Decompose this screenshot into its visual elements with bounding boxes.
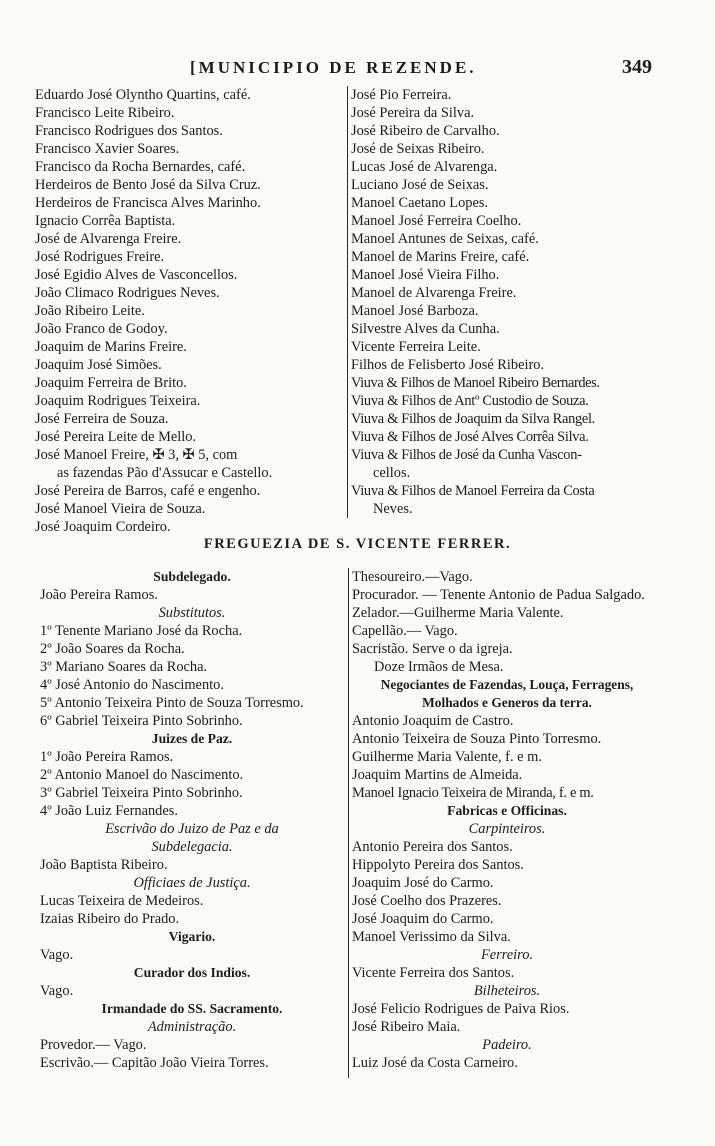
list-item: João Franco de Godoy. xyxy=(35,321,168,337)
list-item: João Ribeiro Leite. xyxy=(35,303,145,319)
page-number: 349 xyxy=(622,56,652,78)
curador-value: Vago. xyxy=(40,983,74,999)
list-item: José Pereira da Silva. xyxy=(351,105,475,121)
list-item: Francisco Rodrigues dos Santos. xyxy=(35,123,223,139)
list-item: Vicente Ferreira Leite. xyxy=(351,339,481,355)
list-item: Viuva & Filhos de Manoel Ribeiro Bernardes. xyxy=(351,375,600,391)
list-item: Manoel Ignacio Teixeira de Miranda, f. e m. xyxy=(352,785,594,801)
list-item: José Pereira Leite de Mello. xyxy=(35,429,197,445)
list-item: João Climaco Rodrigues Neves. xyxy=(35,285,220,301)
list-item: Filhos de Felisberto José Ribeiro. xyxy=(351,357,545,373)
list-item: José de Seixas Ribeiro. xyxy=(351,141,485,157)
negociantes-heading: Negociantes de Fazendas, Louça, Ferragens, Molhados e Generos da terra. xyxy=(380,677,634,710)
list-item: José Joaquim Cordeiro. xyxy=(35,519,171,535)
list-item: Viuva & Filhos de José Alves Corrêa Silva. xyxy=(351,429,589,445)
escrivao-name: João Baptista Ribeiro. xyxy=(40,857,168,873)
list-item: Viuva & Filhos de Manoel Ferreira da Costa xyxy=(351,483,595,499)
list-item: Herdeiros de Bento José da Silva Cruz. xyxy=(35,177,261,193)
column-divider-top xyxy=(347,86,348,518)
list-item: Zelador.—Guilherme Maria Valente. xyxy=(352,605,564,621)
list-item: Joaquim de Marins Freire. xyxy=(35,339,187,355)
list-item: Manoel Caetano Lopes. xyxy=(351,195,489,211)
list-item: 2º João Soares da Rocha. xyxy=(40,641,185,657)
list-item: Ignacio Corrêa Baptista. xyxy=(35,213,176,229)
list-item: Vicente Ferreira dos Santos. xyxy=(352,965,515,981)
list-item: Thesoureiro.—Vago. xyxy=(352,569,473,585)
list-item: José Rodrigues Freire. xyxy=(35,249,165,265)
list-item: José Felicio Rodrigues de Paiva Rios. xyxy=(352,1001,570,1017)
list-item: José Ferreira de Souza. xyxy=(35,411,169,427)
list-item: Izaias Ribeiro do Prado. xyxy=(40,911,180,927)
list-item: Joaquim José do Carmo. xyxy=(352,875,494,891)
list-item: José Pereira de Barros, café e engenho. xyxy=(35,483,261,499)
list-item: 2º Antonio Manoel do Nascimento. xyxy=(40,767,244,783)
list-item: Francisco da Rocha Bernardes, café. xyxy=(35,159,246,175)
list-item: 4º João Luiz Fernandes. xyxy=(40,803,178,819)
list-item: 1º João Pereira Ramos. xyxy=(40,749,174,765)
list-item: José Egidio Alves de Vasconcellos. xyxy=(35,267,238,283)
padeiro-heading: Padeiro. xyxy=(482,1037,532,1053)
list-item: Manoel José Ferreira Coelho. xyxy=(351,213,522,229)
list-item: Manoel Verissimo da Silva. xyxy=(352,929,511,945)
list-item-continuation: as fazendas Pão d'Assucar e Castello. xyxy=(57,465,273,481)
list-item: Antonio Joaquim de Castro. xyxy=(352,713,514,729)
list-item: Herdeiros de Francisca Alves Marinho. xyxy=(35,195,261,211)
fabricas-heading: Fabricas e Officinas. xyxy=(447,803,567,818)
list-item: Joaquim Rodrigues Teixeira. xyxy=(35,393,201,409)
list-item: Guilherme Maria Valente, f. e m. xyxy=(352,749,542,765)
list-item: Sacristão. Serve o da igreja. xyxy=(352,641,513,657)
vigario-heading: Vigario. xyxy=(168,929,216,944)
list-item: Manoel José Vieira Filho. xyxy=(351,267,500,283)
list-item-continuation: Neves. xyxy=(373,501,413,517)
list-item: Luciano José de Seixas. xyxy=(351,177,489,193)
list-item: Provedor.— Vago. xyxy=(40,1037,147,1053)
list-item: Lucas José de Alvarenga. xyxy=(351,159,498,175)
curador-heading: Curador dos Indios. xyxy=(133,965,251,980)
list-item: José Manoel Freire, ✠ 3, ✠ 5, com xyxy=(35,447,238,463)
list-item: José Joaquim do Carmo. xyxy=(352,911,494,927)
list-item: Silvestre Alves da Cunha. xyxy=(351,321,500,337)
list-item: José Ribeiro de Carvalho. xyxy=(351,123,500,139)
list-item: José Manoel Vieira de Souza. xyxy=(35,501,206,517)
ferreiro-heading: Ferreiro. xyxy=(480,947,534,963)
escrivao-heading: Escrivão do Juizo de Paz e da Subdelegacia. xyxy=(105,821,279,855)
list-item: Doze Irmãos de Mesa. xyxy=(374,659,504,675)
administracao-heading: Administração. xyxy=(147,1019,237,1035)
bottom-right-column xyxy=(352,568,662,1072)
juizes-heading: Juizes de Paz. xyxy=(151,731,233,746)
list-item: José Coelho dos Prazeres. xyxy=(352,893,502,909)
subdelegado-name: João Pereira Ramos. xyxy=(40,587,158,603)
list-item: Procurador. — Tenente Antonio de Padua Salgado. xyxy=(352,587,645,603)
list-item: 4º José Antonio do Nascimento. xyxy=(40,677,224,693)
section-title: FREGUEZIA DE S. VICENTE FERRER. xyxy=(203,536,512,552)
officiaes-heading: Officiaes de Justiça. xyxy=(133,875,251,891)
top-left-column xyxy=(35,86,345,536)
list-item: Joaquim Ferreira de Brito. xyxy=(35,375,187,391)
substitutos-heading: Substitutos. xyxy=(158,605,226,621)
list-item: Capellão.— Vago. xyxy=(352,623,458,639)
list-item: Manoel de Alvarenga Freire. xyxy=(351,285,517,301)
list-item-continuation: cellos. xyxy=(373,465,411,481)
running-header: [MUNICIPIO DE REZENDE. xyxy=(190,58,477,77)
bottom-left-column xyxy=(40,568,344,1072)
vigario-value: Vago. xyxy=(40,947,74,963)
carpinteiros-heading: Carpinteiros. xyxy=(468,821,546,837)
list-item: Joaquim José Simões. xyxy=(35,357,162,373)
list-item: José Ribeiro Maia. xyxy=(352,1019,461,1035)
column-divider-bottom xyxy=(348,568,349,1078)
list-item: Antonio Pereira dos Santos. xyxy=(352,839,513,855)
bilheteiros-heading: Bilheteiros. xyxy=(473,983,541,999)
list-item: 3º Mariano Soares da Rocha. xyxy=(40,659,208,675)
list-item: Viuva & Filhos de Joaquim da Silva Rangel. xyxy=(351,411,595,427)
list-item: Hippolyto Pereira dos Santos. xyxy=(352,857,524,873)
list-item: Francisco Leite Ribeiro. xyxy=(35,105,175,121)
list-item: Manoel de Marins Freire, café. xyxy=(351,249,530,265)
list-item: Joaquim Martins de Almeida. xyxy=(352,767,523,783)
subdelegado-heading: Subdelegado. xyxy=(153,569,231,584)
list-item: Manoel Antunes de Seixas, café. xyxy=(351,231,539,247)
list-item: Manoel José Barboza. xyxy=(351,303,479,319)
list-item: José de Alvarenga Freire. xyxy=(35,231,182,247)
list-item: Viuva & Filhos de José da Cunha Vascon- xyxy=(351,447,582,463)
irmandade-heading: Irmandade do SS. Sacramento. xyxy=(101,1001,283,1016)
list-item: Luiz José da Costa Carneiro. xyxy=(352,1055,518,1071)
list-item: 5º Antonio Teixeira Pinto de Souza Torresmo. xyxy=(40,695,304,711)
list-item: Escrivão.— Capitão João Vieira Torres. xyxy=(40,1055,269,1071)
list-item: 6º Gabriel Teixeira Pinto Sobrinho. xyxy=(40,713,243,729)
list-item: Lucas Teixeira de Medeiros. xyxy=(40,893,204,909)
list-item: Antonio Teixeira de Souza Pinto Torresmo. xyxy=(352,731,602,747)
list-item: 1º Tenente Mariano José da Rocha. xyxy=(40,623,243,639)
list-item: Viuva & Filhos de Antº Custodio de Souza. xyxy=(351,393,589,409)
list-item: Francisco Xavier Soares. xyxy=(35,141,180,157)
list-item: José Pio Ferreira. xyxy=(351,87,452,103)
list-item: 3º Gabriel Teixeira Pinto Sobrinho. xyxy=(40,785,243,801)
list-item: Eduardo José Olyntho Quartins, café. xyxy=(35,87,251,103)
top-right-column xyxy=(351,86,663,518)
